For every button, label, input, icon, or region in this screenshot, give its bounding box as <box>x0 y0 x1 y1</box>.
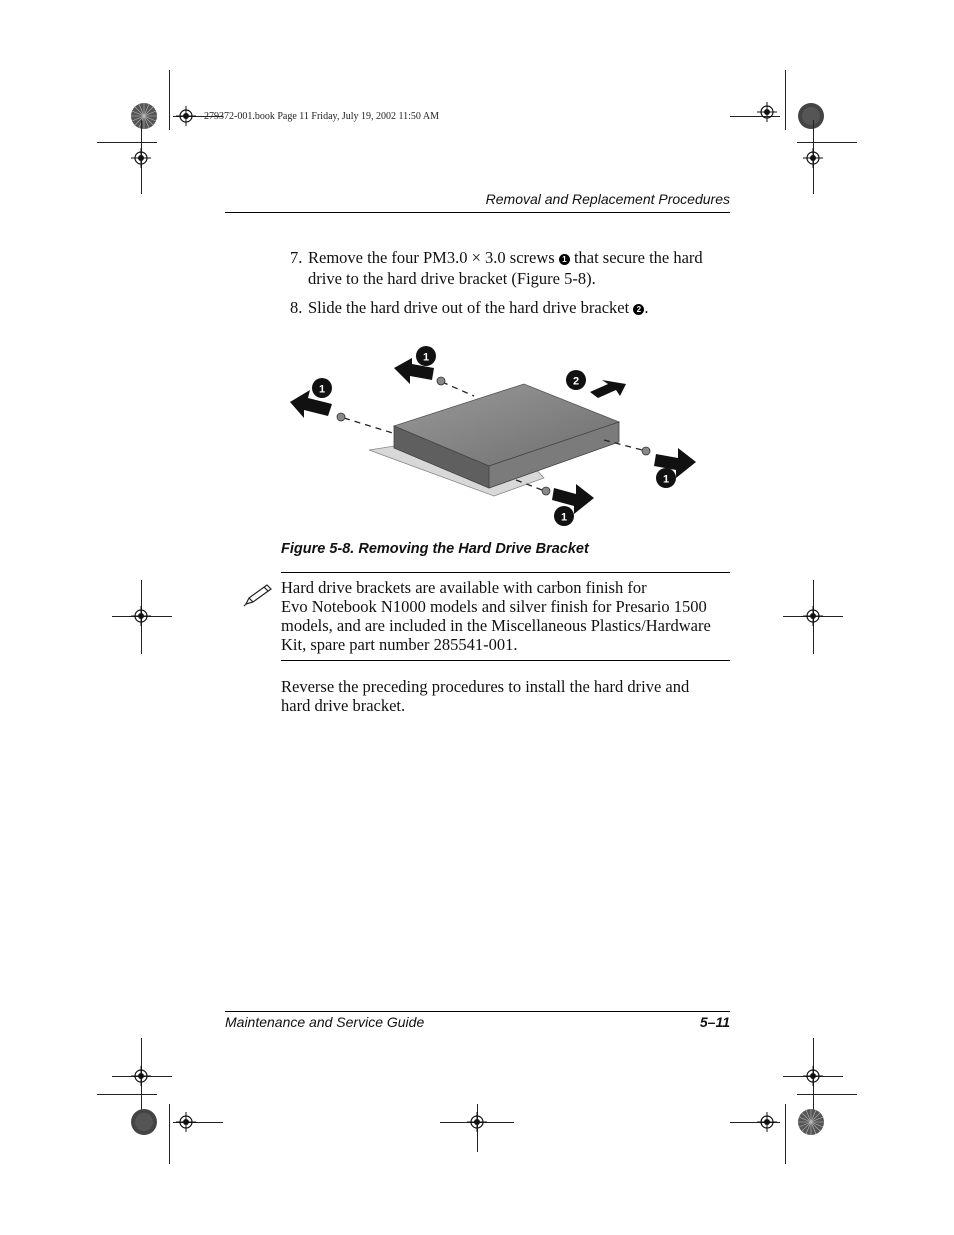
figure-callout-label: 1 <box>422 351 430 364</box>
figure-callout-label: 1 <box>662 473 670 486</box>
figure-callout-label: 1 <box>560 511 568 524</box>
crosshair-icon <box>131 148 151 168</box>
note-line: Evo Notebook N1000 models and silver finish for Presario 1500 <box>281 597 707 616</box>
print-slug: 279372-001.book Page 11 Friday, July 19, 2002 11:50 AM <box>204 111 439 122</box>
hard-drive-bracket-figure <box>284 338 704 528</box>
note-line: Kit, spare part number 285541-001. <box>281 635 518 654</box>
crosshair-icon <box>803 1066 823 1086</box>
crosshair-icon <box>131 1066 151 1086</box>
figure-callout-label: 2 <box>572 375 580 388</box>
crosshair-icon <box>757 1112 777 1132</box>
step-7 <box>290 247 730 289</box>
registration-dark-icon <box>797 102 825 130</box>
step-text: that secure the hard <box>573 248 703 267</box>
crosshair-icon <box>803 148 823 168</box>
footer-title: Maintenance and Service Guide <box>225 1014 425 1030</box>
crosshair-icon <box>803 606 823 626</box>
paragraph-line: Reverse the preceding procedures to install the hard drive and <box>281 677 690 696</box>
step-text: Remove the four PM3.0 × 3.0 screws <box>308 248 555 267</box>
step-number: 8. <box>290 298 303 317</box>
pencil-icon <box>242 582 274 608</box>
running-header: Removal and Replacement Procedures <box>485 191 730 207</box>
header-rule <box>225 212 730 213</box>
step-8 <box>290 297 730 318</box>
callout-2-icon: 2 <box>633 304 644 315</box>
crosshair-icon <box>131 606 151 626</box>
step-text: Slide the hard drive out of the hard drive bracket <box>308 298 630 317</box>
registration-starburst-icon <box>130 102 158 130</box>
paragraph-line: hard drive bracket. <box>281 696 406 715</box>
footer-rule <box>225 1011 730 1012</box>
figure-callout-label: 1 <box>318 383 326 396</box>
note-line: models, and are included in the Miscellaneous Plastics/Hardware <box>281 616 711 635</box>
crosshair-icon <box>757 102 777 122</box>
step-text: drive to the hard drive bracket (Figure 5-8). <box>308 269 596 288</box>
note-line: Hard drive brackets are available with carbon finish for <box>281 578 647 597</box>
registration-dark-icon <box>130 1108 158 1136</box>
note-bottom-rule <box>281 660 730 661</box>
crosshair-icon <box>176 106 196 126</box>
step-text: . <box>644 298 649 317</box>
crosshair-icon <box>467 1112 487 1132</box>
arrow-up-right-icon <box>590 380 626 398</box>
registration-starburst-icon <box>797 1108 825 1136</box>
page-number: 5–11 <box>699 1014 730 1030</box>
step-number: 7. <box>290 248 303 267</box>
crosshair-icon <box>176 1112 196 1132</box>
callout-1-icon: 1 <box>559 254 570 265</box>
body-paragraph <box>281 677 731 715</box>
note-text <box>281 578 731 654</box>
figure-caption: Figure 5-8. Removing the Hard Drive Bracket <box>281 541 589 557</box>
note-top-rule <box>281 572 730 573</box>
